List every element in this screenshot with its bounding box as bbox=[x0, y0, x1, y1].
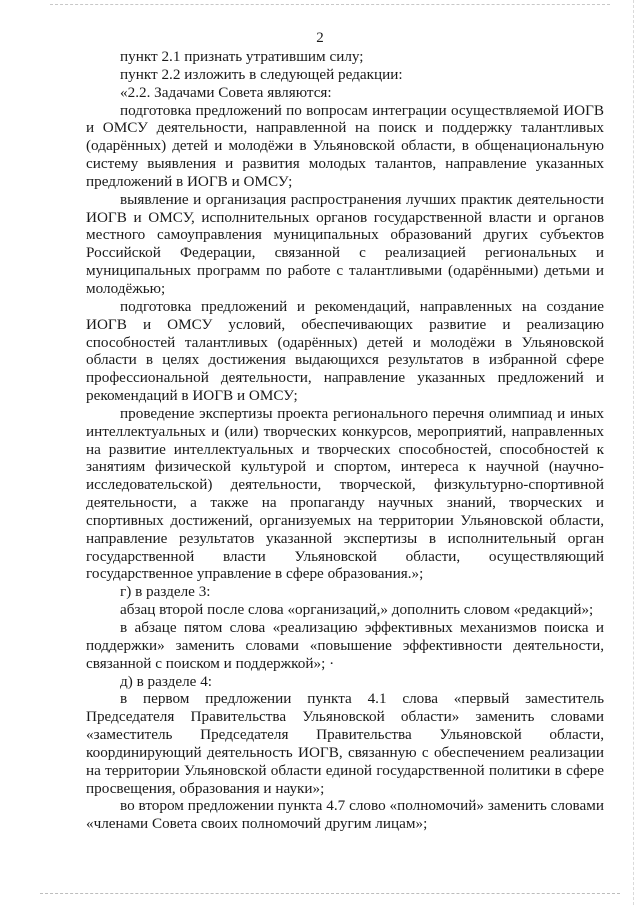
paragraph-11: д) в разделе 4: bbox=[120, 672, 213, 690]
paragraph-5: выявление и организация распространения лучших практик деятельности ИОГВ и ОМСУ, исполнительных органов государственной власти и органов местного самоуправления муниципальных образований других субъектов Российской Федерации, связанной с реализацией региональных и муниципальных программ по работе с талантливыми (одарёнными) детьми и молодёжью; bbox=[86, 190, 604, 297]
paragraph-13: во втором предложении пункта 4.7 слово «полномочий» заменить словами «членами Совета своих полномочий другим лицам»; bbox=[86, 797, 604, 833]
paragraph-8: г) в разделе 3: bbox=[120, 583, 211, 601]
paragraph-12: в первом предложении пункта 4.1 слова «первый заместитель Председателя Правительства Ульяновской области» заменить словами «заместитель Председателя Правительства Ульяновской области, координирующий деятельность ИОГВ, связанную с обеспечением реализации на территории Ульяновской области единой государственной политики в сфере просвещения, образования и науки»; bbox=[86, 690, 604, 797]
scan-edge-right bbox=[633, 0, 635, 905]
paragraph-1: пункт 2.1 признать утратившим силу; bbox=[120, 48, 364, 65]
paragraph-4: подготовка предложений по вопросам интеграции осуществляемой ИОГВ и ОМСУ деятельности, направленной на поиск и поддержку талантливых (одарённых) детей и молодёжи в Ульяновской области, в общенациональную систему выявления и развития молодых талантов, направление указанных предложений в ИОГВ и ОМСУ; bbox=[86, 101, 604, 190]
document-body bbox=[86, 48, 604, 833]
scan-edge-bottom bbox=[40, 893, 620, 895]
paragraph-7: проведение экспертизы проекта регионального перечня олимпиад и иных интеллектуальных и (или) творческих конкурсов, мероприятий, направленных на развитие интеллектуальных и творческих способностей, способностей к занятиям физической культурой и спортом, интереса к научной (научно-исследовательской) деятельности, творческой, физкультурно-спортивной деятельности, а также на пропаганду научных знаний, творческих и спортивных достижений, организуемых на территории Ульяновской области, направление результатов указанной экспертизы в исполнительный орган государственной власти Ульяновской области, осуществляющий государственное управление в сфере образования.»; bbox=[86, 404, 604, 583]
paragraph-9: абзац второй после слова «организаций,» дополнить словом «редакций»; bbox=[120, 601, 594, 619]
scan-edge-top bbox=[50, 4, 610, 6]
paragraph-10: в абзаце пятом слова «реализацию эффективных механизмов поиска и поддержки» заменить словами «повышение эффективности деятельности, связанной с поиском и поддержкой»; · bbox=[86, 619, 604, 672]
paragraph-6: подготовка предложений и рекомендаций, направленных на создание ИОГВ и ОМСУ условий, обеспечивающих развитие и реализацию способностей талантливых (одарённых) детей и молодёжи в Ульяновской области в целях достижения выдающихся результатов в избранной сфере профессиональной деятельности, направление указанных предложений и рекомендаций в ИОГВ и ОМСУ; bbox=[86, 297, 604, 405]
page-number: 2 bbox=[316, 30, 324, 46]
paragraph-3: «2.2. Задачами Совета являются: bbox=[120, 83, 332, 101]
paragraph-2: пункт 2.2 изложить в следующей редакции: bbox=[120, 65, 403, 83]
